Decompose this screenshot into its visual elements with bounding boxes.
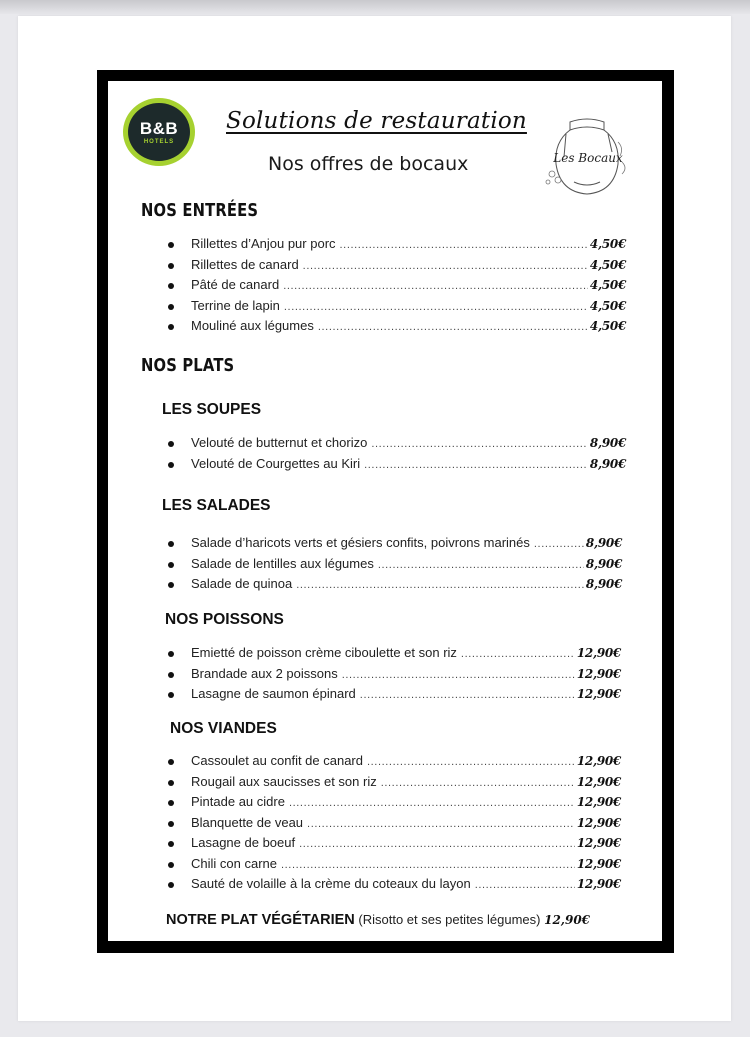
section-heading-plats: NOS PLATS: [141, 355, 235, 376]
logo-sub: HOTELS: [143, 138, 175, 145]
bullet-icon: [168, 562, 174, 568]
dot-leader: [364, 459, 588, 471]
menu-item: [170, 876, 621, 897]
dot-leader: [299, 838, 575, 850]
menu-item-price: 8,90€: [589, 436, 626, 450]
dot-leader: [378, 559, 584, 571]
menu-item-name: Rillettes d’Anjou pur porc: [191, 236, 336, 251]
section-heading-entrees: NOS ENTRÉES: [141, 200, 259, 221]
menu-item: [170, 856, 621, 877]
menu-item: [170, 576, 622, 597]
menu-item-price: 8,90€: [585, 536, 622, 550]
poissons-list: [170, 645, 621, 707]
subsection-heading-poissons: NOS POISSONS: [165, 611, 284, 628]
bullet-icon: [168, 651, 174, 657]
menu-item-name: Cassoulet au confit de canard: [191, 753, 363, 768]
entrees-list: [170, 236, 626, 339]
bullet-icon: [168, 692, 174, 698]
menu-item: [170, 774, 621, 795]
menu-item-price: 8,90€: [585, 577, 622, 591]
menu-item: [170, 556, 622, 577]
menu-item: [170, 815, 621, 836]
menu-item-price: 4,50€: [589, 298, 626, 313]
viandes-list: [170, 753, 621, 897]
dot-leader: [281, 859, 575, 871]
menu-item: [170, 645, 621, 666]
menu-item-name: Chili con carne: [191, 855, 277, 871]
subsection-heading-viandes: NOS VIANDES: [170, 720, 277, 737]
logo-brand: B&B: [139, 118, 179, 138]
dot-leader: [318, 321, 588, 333]
dot-leader: [461, 648, 575, 660]
menu-item: [170, 753, 621, 774]
menu-item-price: 12,90€: [576, 836, 621, 850]
menu-item-price: 12,90€: [576, 815, 621, 830]
bullet-icon: [168, 304, 174, 310]
menu-item-name: Velouté de butternut et chorizo: [191, 435, 368, 450]
dot-leader: [371, 438, 588, 450]
dot-leader: [289, 797, 575, 809]
menu-item-name: Sauté de volaille à la crème du coteaux du layon: [191, 876, 471, 891]
bb-hotels-logo: [123, 98, 195, 166]
menu-item-price: 12,90€: [576, 877, 621, 891]
menu-item-name: Velouté de Courgettes au Kiri: [191, 455, 361, 471]
menu-item-name: Emietté de poisson crème ciboulette et son riz: [191, 645, 457, 660]
logo-badge: [128, 103, 190, 161]
menu-item-name: Rougail aux saucisses et son riz: [191, 773, 377, 789]
bullet-icon: [168, 882, 174, 888]
bullet-icon: [168, 759, 174, 765]
menu-item: [170, 686, 621, 707]
bullet-icon: [168, 462, 174, 468]
menu-item-price: 12,90€: [576, 856, 621, 871]
menu-item-price: 4,50€: [589, 319, 626, 333]
dot-leader: [475, 879, 575, 891]
bullet-icon: [168, 672, 174, 678]
vegetarian-description: (Risotto et ses petites légumes): [358, 912, 541, 927]
dot-leader: [284, 301, 588, 313]
page-subtitle: Nos offres de bocaux: [268, 153, 469, 175]
bullet-icon: [168, 324, 174, 330]
menu-item-name: Lasagne de saumon épinard: [191, 686, 356, 701]
menu-item-name: Brandade aux 2 poissons: [191, 665, 338, 681]
menu-item-name: Salade de lentilles aux légumes: [191, 555, 374, 571]
dot-leader: [303, 260, 588, 272]
bullet-icon: [168, 242, 174, 248]
menu-item: [170, 666, 621, 687]
dot-leader: [283, 280, 588, 292]
vegetarian-title: NOTRE PLAT VÉGÉTARIEN: [166, 912, 355, 928]
menu-item: [170, 277, 626, 298]
menu-item: [170, 435, 626, 456]
page-title: Solutions de restauration: [226, 108, 527, 134]
dot-leader: [307, 818, 575, 830]
dot-leader: [534, 538, 584, 550]
menu-item-name: Salade de quinoa: [191, 576, 293, 591]
menu-item: [170, 456, 626, 477]
menu-item-price: 4,50€: [589, 257, 626, 272]
subsection-heading-salades: LES SALADES: [162, 497, 271, 514]
menu-item-price: 12,90€: [576, 795, 621, 809]
menu-item-price: 12,90€: [576, 687, 621, 701]
menu-item-price: 8,90€: [585, 556, 622, 571]
menu-item: [170, 318, 626, 339]
bullet-icon: [168, 541, 174, 547]
salades-list: [170, 535, 622, 597]
dot-leader: [381, 777, 575, 789]
jar-label: Les Bocaux: [553, 151, 623, 165]
menu-item: [170, 257, 626, 278]
vegetarian-dish: [166, 912, 590, 928]
menu-item: [170, 794, 621, 815]
bullet-icon: [168, 283, 174, 289]
bullet-icon: [168, 862, 174, 868]
menu-item-name: Pintade au cidre: [191, 794, 285, 809]
viewer-top-bar: [0, 0, 750, 14]
menu-item-price: 12,90€: [576, 666, 621, 681]
menu-item-price: 8,90€: [589, 456, 626, 471]
menu-item: [170, 535, 622, 556]
bullet-icon: [168, 263, 174, 269]
vegetarian-price: 12,90€: [544, 913, 591, 927]
menu-item-name: Lasagne de boeuf: [191, 835, 296, 850]
subsection-heading-soupes: LES SOUPES: [162, 401, 262, 418]
menu-item-price: 12,90€: [576, 646, 621, 660]
soupes-list: [170, 435, 626, 476]
dot-leader: [342, 669, 575, 681]
bullet-icon: [168, 841, 174, 847]
menu-item-name: Mouliné aux légumes: [191, 318, 314, 333]
dot-leader: [367, 756, 575, 768]
bullet-icon: [168, 821, 174, 827]
bullet-icon: [168, 582, 174, 588]
dot-leader: [340, 239, 588, 251]
menu-item-price: 4,50€: [589, 237, 626, 251]
bullet-icon: [168, 780, 174, 786]
glass-jar-icon: [540, 112, 635, 197]
menu-item: [170, 835, 621, 856]
menu-item-name: Rillettes de canard: [191, 256, 299, 272]
dot-leader: [296, 579, 584, 591]
menu-item: [170, 298, 626, 319]
dot-leader: [360, 689, 575, 701]
menu-item-name: Pâté de canard: [191, 277, 280, 292]
menu-item-price: 12,90€: [576, 754, 621, 768]
menu-item-price: 4,50€: [589, 278, 626, 292]
menu-item-name: Salade d’haricots verts et gésiers confits, poivrons marinés: [191, 535, 530, 550]
bullet-icon: [168, 800, 174, 806]
menu-item: [170, 236, 626, 257]
menu-item-name: Terrine de lapin: [191, 297, 280, 313]
menu-item-price: 12,90€: [576, 774, 621, 789]
bullet-icon: [168, 441, 174, 447]
menu-item-name: Blanquette de veau: [191, 814, 304, 830]
